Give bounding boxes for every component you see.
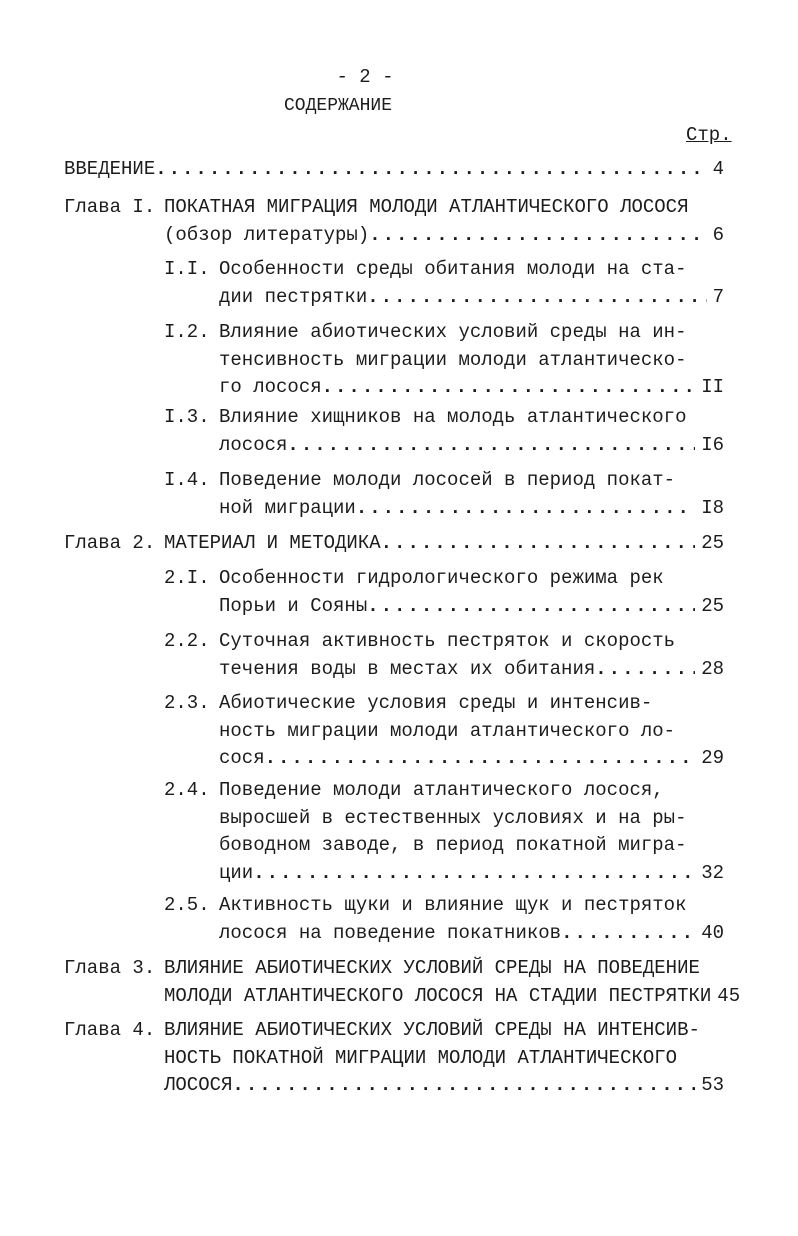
toc-entry-line — [164, 196, 689, 218]
toc-entry-text: течения воды в местах их обитания — [219, 657, 596, 680]
toc-entry-text: МОЛОДИ АТЛАНТИЧЕСКОГО ЛОСОСЯ НА СТАДИИ ПЕСТРЯТКИ — [164, 984, 712, 1007]
toc-entry-text: Порьи и Сояны — [219, 594, 368, 617]
toc-entry-text: ЛОСОСЯ — [164, 1074, 233, 1096]
toc-entry-line — [164, 1019, 700, 1041]
section-number: 2.I. — [164, 567, 210, 589]
toc-entry-line — [219, 286, 724, 308]
chapter-number: Глава 4. — [64, 1019, 156, 1041]
toc-entry-line — [219, 406, 686, 428]
toc-entry-line — [219, 779, 664, 801]
toc-entry-line — [219, 834, 686, 856]
toc-entry-text: Активность щуки и влияние щук и пестряток — [219, 894, 687, 916]
toc-entry-line — [219, 469, 675, 491]
toc-entry-line — [219, 258, 686, 280]
toc-entry-line — [164, 224, 724, 246]
toc-entry-line — [219, 376, 724, 398]
section-number: 2.2. — [164, 630, 210, 652]
toc-entry-text: (обзор литературы) — [164, 223, 370, 246]
toc-page-number: I6 — [701, 433, 724, 456]
dot-leader — [232, 1074, 695, 1096]
toc-entry-text: боводном заводе, в период покатной мигра- — [219, 834, 687, 856]
chapter-number: Глава I. — [64, 196, 156, 218]
toc-entry-line — [219, 595, 724, 617]
dot-leader — [369, 224, 706, 246]
toc-entry-text: Абиотические условия среды и интенсив- — [219, 692, 653, 714]
toc-page-number: I8 — [701, 496, 724, 519]
toc-entry-line — [219, 692, 652, 714]
toc-entry-line — [219, 321, 686, 343]
toc-entry-text: ВВЕДЕНИЕ — [64, 158, 156, 180]
toc-entry-text: дии пестрятки — [219, 285, 368, 308]
toc-entry-line — [219, 894, 686, 916]
toc-entry-text: выросшей в естественных условиях и на ры- — [219, 806, 687, 829]
toc-entry-line — [164, 1047, 677, 1069]
toc-entry-text: Влияние хищников на молодь атлантического — [219, 406, 687, 428]
toc-entry-text: Суточная активность пестряток и скорость — [219, 630, 676, 652]
toc-entry-text: сося — [219, 747, 265, 769]
toc-page-number: 28 — [701, 657, 724, 680]
dot-leader — [381, 532, 696, 554]
section-number: I.I. — [164, 258, 210, 280]
toc-entry-text: ВЛИЯНИЕ АБИОТИЧЕСКИХ УСЛОВИЙ СРЕДЫ НА ПОВЕДЕНИЕ — [164, 957, 700, 979]
toc-page-number: 7 — [712, 285, 724, 308]
dot-leader — [322, 376, 696, 398]
dot-leader — [155, 158, 706, 180]
dot-leader — [356, 497, 695, 519]
toc-entry-line — [219, 630, 675, 652]
dot-leader — [561, 922, 695, 944]
section-number: 2.4. — [164, 779, 210, 801]
toc-page-number: 25 — [701, 594, 724, 617]
dot-leader — [367, 595, 695, 617]
toc-page-number: 40 — [701, 921, 724, 944]
dot-leader — [287, 434, 695, 456]
toc-page-number: 25 — [701, 532, 724, 554]
dot-leader — [595, 658, 695, 680]
toc-entry-text: тенсивность миграции молоди атлантическо- — [219, 348, 687, 371]
toc-entry-text: ции — [219, 861, 254, 884]
toc-entry-text: лосося на поведение покатников — [219, 921, 562, 944]
toc-entry-text: го лосося — [219, 376, 322, 398]
chapter-number: Глава 2. — [64, 532, 156, 554]
toc-page-number: 45 — [717, 984, 741, 1007]
toc-page-number: 53 — [701, 1074, 724, 1096]
toc-entry-text: ПОКАТНАЯ МИГРАЦИЯ МОЛОДИ АТЛАНТИЧЕСКОГО ЛОСОСЯ — [164, 196, 689, 218]
toc-entry-line — [219, 747, 724, 769]
section-number: 2.5. — [164, 894, 210, 916]
toc-entry-line — [164, 1074, 724, 1096]
toc-page-number: II — [701, 376, 724, 398]
chapter-number: Глава 3. — [64, 957, 156, 979]
toc-page-number: 29 — [701, 747, 724, 769]
dot-leader — [253, 862, 695, 884]
section-number: 2.3. — [164, 692, 210, 714]
toc-page-number: 6 — [712, 223, 724, 246]
toc-entry-line — [219, 807, 686, 829]
dot-leader — [367, 286, 706, 308]
toc-page-number: 4 — [712, 158, 724, 180]
dot-leader — [265, 747, 696, 769]
toc-entry-text: ВЛИЯНИЕ АБИОТИЧЕСКИХ УСЛОВИЙ СРЕДЫ НА ИНТЕНСИВ- — [164, 1019, 700, 1041]
section-number: I.2. — [164, 321, 210, 343]
section-number: I.4. — [164, 469, 210, 491]
page-title: СОДЕРЖАНИЕ — [283, 96, 393, 116]
page-column-label: Стр. — [686, 124, 732, 146]
toc-entry-text: МАТЕРИАЛ И МЕТОДИКА — [164, 532, 381, 554]
toc-entry-line — [219, 658, 724, 680]
toc-entry-line — [164, 532, 724, 554]
toc-page-number: 32 — [701, 861, 724, 884]
page-number: - 2 - — [336, 66, 394, 88]
toc-entry-text: лосося — [219, 433, 288, 456]
toc-entry-text: ность миграции молоди атлантического ло- — [219, 719, 676, 742]
toc-entry-text: Поведение молоди атлантического лосося, — [219, 779, 664, 801]
toc-entry-line — [219, 497, 724, 519]
toc-entry-text: Особенности гидрологического режима рек — [219, 567, 664, 589]
toc-entry-line — [219, 720, 675, 742]
toc-entry-line — [64, 158, 724, 180]
section-number: I.3. — [164, 406, 210, 428]
toc-entry-text: НОСТЬ ПОКАТНОЙ МИГРАЦИИ МОЛОДИ АТЛАНТИЧЕСКОГО — [164, 1046, 678, 1069]
toc-entry-line — [164, 957, 700, 979]
toc-entry-text: Особенности среды обитания молоди на ста- — [219, 258, 687, 280]
toc-entry-text: ной миграции — [219, 496, 356, 519]
toc-entry-line — [219, 922, 724, 944]
toc-entry-text: Поведение молоди лососей в период покат- — [219, 469, 676, 491]
toc-entry-line — [219, 434, 724, 456]
toc-entry-line — [219, 567, 664, 589]
toc-entry-line — [164, 984, 741, 1007]
toc-entry-line — [219, 349, 686, 371]
toc-entry-line — [219, 862, 724, 884]
toc-entry-text: Влияние абиотических условий среды на ин- — [219, 321, 687, 343]
